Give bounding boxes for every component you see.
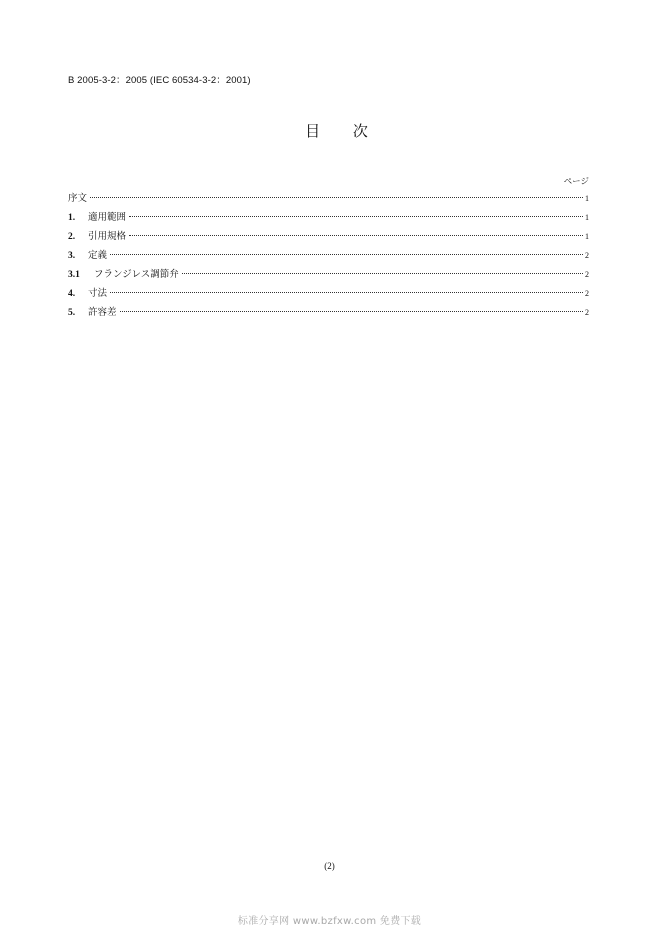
toc-entry-references[interactable] (68, 227, 589, 246)
page-number: (2) (324, 861, 335, 871)
toc-entry-tolerances[interactable] (68, 303, 589, 322)
toc-entry-title: 寸法 (88, 288, 108, 299)
toc-page-number: 2 (585, 308, 589, 317)
toc-dot-leader (90, 197, 583, 198)
toc-entry-preface[interactable] (68, 189, 589, 208)
toc-section-number: 4. (68, 289, 76, 299)
toc-page-number: 2 (585, 251, 589, 260)
table-of-contents (68, 189, 589, 322)
toc-page-number: 2 (585, 270, 589, 279)
toc-entry-scope[interactable] (68, 208, 589, 227)
toc-entry-title: 許容差 (88, 307, 117, 318)
toc-dot-leader (120, 311, 583, 312)
toc-dot-leader (129, 216, 583, 217)
toc-section-number: 2. (68, 232, 76, 242)
toc-page-number: 2 (585, 289, 589, 298)
watermark-text: 标准分享网 www.bzfxw.com 免费下载 (237, 916, 422, 927)
toc-page-number: 1 (585, 213, 589, 222)
toc-entry-title: 引用規格 (88, 231, 127, 242)
toc-dot-leader (110, 254, 583, 255)
toc-entry-title: 序文 (68, 193, 88, 204)
toc-entry-title: 定義 (88, 250, 108, 261)
toc-entry-title: 適用範囲 (88, 212, 127, 223)
toc-section-number: 5. (68, 308, 76, 318)
toc-section-number: 3. (68, 251, 76, 261)
toc-dot-leader (110, 292, 583, 293)
toc-entry-definitions[interactable] (68, 246, 589, 265)
toc-page-number: 1 (585, 232, 589, 241)
toc-page-number: 1 (585, 194, 589, 203)
toc-section-number: 3.1 (68, 270, 80, 280)
toc-dot-leader (182, 273, 583, 274)
document-header: B 2005-3-2：2005 (IEC 60534-3-2：2001) (68, 75, 251, 86)
toc-dot-leader (129, 235, 583, 236)
toc-entry-title: フランジレス調節弁 (94, 269, 179, 280)
toc-entry-flangeless-valve[interactable] (68, 265, 589, 284)
page-title: 目 次 (305, 122, 382, 140)
page-column-label: ページ (563, 177, 589, 187)
toc-section-number: 1. (68, 213, 76, 223)
toc-entry-dimensions[interactable] (68, 284, 589, 303)
